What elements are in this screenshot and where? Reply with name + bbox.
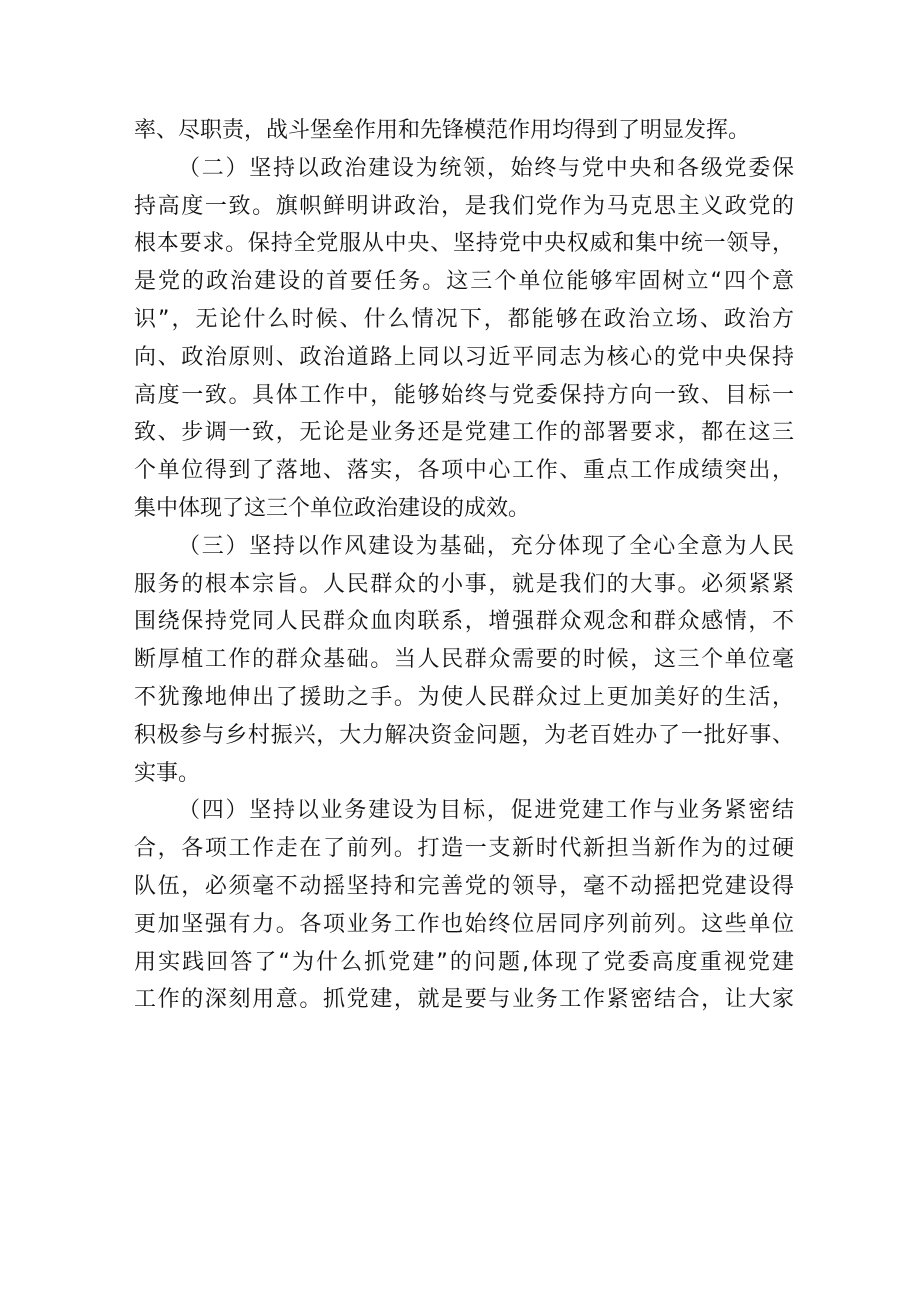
text-line: 不犹豫地伸出了援助之手。为使人民群众过上更加美好的生活，	[134, 684, 794, 710]
text-line: 更加坚强有力。各项业务工作也始终位居同序列前列。这些单位	[134, 911, 794, 937]
text-line-indented: （二）坚持以政治建设为统领，始终与党中央和各级党委保	[178, 155, 794, 181]
text-line: 用实践回答了“为什么抓党建”的问题,体现了党委高度重视党建	[134, 949, 794, 975]
text-line: 致、步调一致，无论是业务还是党建工作的部署要求，都在这三	[134, 420, 794, 446]
text-line: 根本要求。保持全党服从中央、坚持党中央权威和集中统一领导，	[134, 231, 794, 257]
text-line: 积极参与乡村振兴，大力解决资金问题，为老百姓办了一批好事、	[134, 722, 794, 748]
text-line: 个单位得到了落地、落实，各项中心工作、重点工作成绩突出，	[134, 458, 794, 484]
text-line: 是党的政治建设的首要任务。这三个单位能够牢固树立“四个意	[134, 269, 794, 295]
text-line: 工作的深刻用意。抓党建，就是要与业务工作紧密结合，让大家	[134, 987, 794, 1013]
text-line-indented: （四）坚持以业务建设为目标，促进党建工作与业务紧密结	[178, 798, 794, 824]
text-line: 实事。	[134, 760, 201, 786]
document-body	[134, 112, 794, 1019]
text-line: 服务的根本宗旨。人民群众的小事，就是我们的大事。必须紧紧	[134, 571, 794, 597]
text-line: 围绕保持党同人民群众血肉联系，增强群众观念和群众感情，不	[134, 609, 794, 635]
text-line: 高度一致。具体工作中，能够始终与党委保持方向一致、目标一	[134, 382, 794, 408]
text-line: 识”，无论什么时候、什么情况下，都能够在政治立场、政治方	[134, 306, 794, 332]
text-line: 断厚植工作的群众基础。当人民群众需要的时候，这三个单位毫	[134, 647, 794, 673]
text-line-indented: （三）坚持以作风建设为基础，充分体现了全心全意为人民	[178, 533, 794, 559]
text-line: 向、政治原则、政治道路上同以习近平同志为核心的党中央保持	[134, 344, 794, 370]
text-line: 队伍，必须毫不动摇坚持和完善党的领导，毫不动摇把党建设得	[134, 873, 794, 899]
text-line: 率、尽职责，战斗堡垒作用和先锋模范作用均得到了明显发挥。	[134, 118, 751, 143]
text-line: 持高度一致。旗帜鲜明讲政治，是我们党作为马克思主义政党的	[134, 193, 794, 219]
text-line: 合，各项工作走在了前列。打造一支新时代新担当新作为的过硬	[134, 836, 794, 862]
text-line: 集中体现了这三个单位政治建设的成效。	[134, 495, 531, 521]
